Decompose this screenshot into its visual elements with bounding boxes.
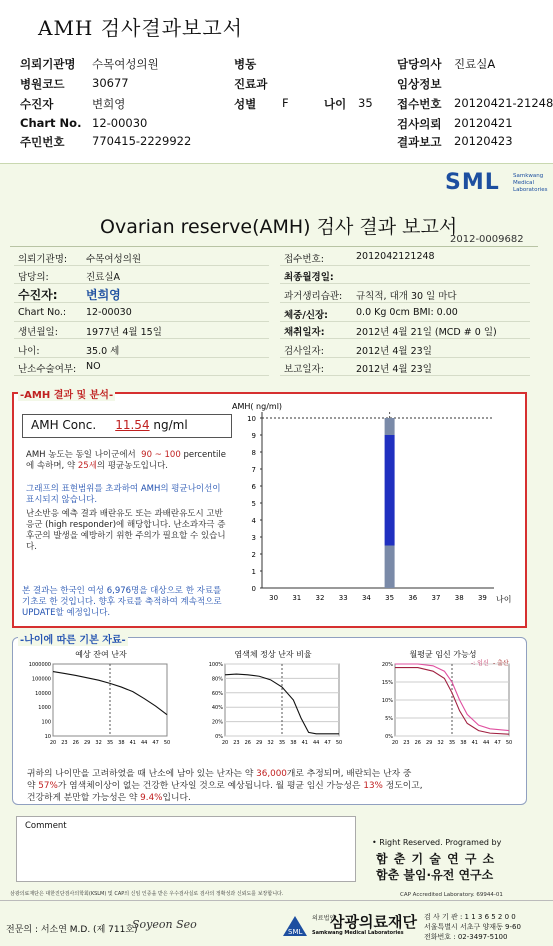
header-label: 수진자 [20, 97, 54, 111]
x-tick-label: 23 [233, 740, 240, 746]
header-value: 12-00030 [92, 116, 148, 130]
y-tick-label: 8 [251, 449, 256, 457]
x-tick-label: 32 [267, 740, 274, 746]
info-value: 35.0 세 [86, 346, 120, 357]
x-tick-label: 50 [505, 740, 513, 746]
amh-range-note: 그래프의 표현범위를 초과하여 AMH의 평균나이선이 표시되지 않습니다. [26, 484, 221, 505]
legend-item: -: 임신 [471, 660, 489, 667]
info-label: 채취일자: [284, 327, 325, 338]
y-tick-label: 5 [251, 500, 256, 508]
y-tick-label: 6 [251, 483, 256, 491]
x-tick-label: 36 [408, 594, 418, 602]
bar-segment-low [385, 546, 395, 589]
remaining-eggs-chart [21, 648, 181, 758]
sml-logo [445, 170, 548, 195]
normal-egg-ratio-chart [193, 648, 353, 758]
x-tick-label: 35 [278, 740, 286, 746]
y-tick-label: 10 [44, 734, 51, 740]
info-value: NO [86, 361, 101, 372]
header-label: Chart No. [20, 116, 82, 130]
y-tick-label: 80% [211, 676, 223, 683]
y-tick-label: 4 [251, 517, 256, 525]
info-value: 규칙적, 대개 30 일 마다 [356, 291, 457, 302]
y-axis-label: AMH( ng/ml) [232, 402, 283, 411]
legend-item: - 출산 [493, 660, 509, 667]
info-label: 보고일자: [284, 364, 324, 375]
info-value: 2012년 4월 23일 [356, 364, 432, 375]
y-tick-label: 60% [211, 690, 223, 697]
y-tick-label: 10000 [35, 690, 51, 697]
x-tick-label: 33 [338, 594, 348, 602]
mini-chart-title: 염색체 정상 난자 비율 [234, 650, 312, 659]
x-tick-label: 47 [324, 740, 331, 746]
basic-data-box [12, 637, 527, 805]
header-value: 20120423 [454, 134, 513, 148]
footer-signature: Soyeon Seo [132, 918, 197, 931]
header-label: 병동 [234, 57, 257, 71]
x-tick-label: 47 [152, 740, 159, 746]
x-tick-label: 47 [494, 740, 501, 746]
header-label: 나이 [324, 97, 347, 111]
y-tick-label: 1000 [38, 705, 51, 712]
y-tick-label: 40% [211, 705, 223, 712]
x-tick-label: 30 [269, 594, 279, 602]
x-tick-label: 35 [448, 740, 456, 746]
footer-org-small: 의료법인 [312, 915, 336, 922]
header-value: 수목여성의원 [92, 57, 159, 71]
header-value: 20120421 [454, 116, 513, 130]
header-value: 35 [358, 96, 373, 110]
info-label: 난소수술여부: [18, 364, 77, 375]
header-label: 주민번호 [20, 135, 65, 149]
x-tick-label: 34 [361, 594, 371, 602]
header-label: 의뢰기관명 [20, 57, 76, 71]
x-axis-label: 나이 [496, 595, 512, 604]
x-tick-label: 20 [391, 740, 399, 746]
logo-subtext: Samkwang Medical Laboratories [513, 173, 548, 193]
x-tick-label: 23 [61, 740, 68, 746]
info-value: 2012년 4월 21일 (MCD # 0 일) [356, 327, 497, 338]
y-tick-label: 3 [251, 534, 256, 542]
x-tick-label: 29 [84, 740, 91, 746]
page-title: AMH 검사결과보고서 [38, 16, 243, 40]
amh-data-note: 본 결과는 한국인 여성 6,976명을 대상으로 한 자료를 기초로 한 것입니다. 향후 자료를 축적하여 계속적으로 UPDATE할 예정입니다. [22, 586, 222, 618]
y-tick-label: 100000 [31, 676, 51, 683]
header-value: 20120421-21248 [454, 96, 553, 110]
amh-conc-value: 11.54 [115, 418, 150, 432]
mini-chart-title: 월평균 임신 가능성 [409, 650, 477, 659]
info-value: 12-00030 [86, 307, 132, 318]
pregnancy-chance-chart [363, 648, 523, 758]
y-tick-label: 20% [211, 719, 223, 726]
y-tick-label: 1 [251, 568, 256, 576]
y-tick-label: 1000000 [28, 662, 51, 668]
header-value: 770415-2229922 [92, 134, 192, 148]
header-label: 접수번호 [397, 97, 442, 111]
x-tick-label: 23 [403, 740, 410, 746]
header-label: 담당의사 [397, 57, 442, 71]
footer-doctor: 전문의 : 서소연 M.D. (제 711호) [6, 925, 138, 935]
amh-conc-label: AMH Conc. [31, 418, 97, 432]
info-label: 수진자: [18, 288, 58, 302]
info-label: 생년월일: [18, 327, 58, 338]
info-value: 수목여성의원 [86, 254, 142, 265]
amh-chart [232, 402, 522, 624]
info-label: 검사일자: [284, 346, 324, 357]
x-tick-label: 32 [315, 594, 325, 602]
y-tick-label: 0% [385, 734, 393, 740]
x-tick-label: 20 [221, 740, 229, 746]
x-tick-label: 44 [141, 740, 148, 746]
header-label: 검사의뢰 [397, 117, 442, 131]
x-tick-label: 50 [163, 740, 171, 746]
x-tick-label: 20 [49, 740, 57, 746]
x-tick-label: 35 [385, 594, 395, 602]
amh-analysis-box [12, 392, 527, 628]
header-value: 진료실A [454, 57, 496, 71]
info-value: 진료실A [86, 272, 121, 283]
info-label: 의뢰기관명: [18, 254, 68, 265]
info-label: 체중/신장: [284, 310, 328, 321]
x-tick-label: 44 [483, 740, 490, 746]
x-tick-label: 26 [414, 740, 421, 746]
info-value: 변희영 [86, 288, 121, 302]
x-tick-label: 38 [118, 740, 125, 746]
bar-segment-high [385, 418, 395, 435]
amh-conc-unit: ng/ml [153, 418, 188, 432]
y-tick-label: 5% [385, 716, 393, 722]
footer-cap: CAP Accredited Laboratory. 69944-01 [400, 892, 503, 898]
y-tick-label: 0 [251, 585, 256, 593]
x-tick-label: 41 [471, 740, 478, 746]
report-title: Ovarian reserve(AMH) 검사 결과 보고서 [100, 216, 458, 238]
logo-text: SML [445, 170, 500, 195]
y-tick-label: 7 [251, 466, 256, 474]
x-tick-label: 35 [106, 740, 114, 746]
y-tick-label: 100% [208, 662, 223, 668]
y-tick-label: 2 [251, 551, 256, 559]
header-label: 결과보고 [397, 135, 442, 149]
basic-section-title: -나이에 따른 기본 자료- [18, 631, 128, 646]
y-tick-label: 100 [41, 719, 51, 726]
mini-chart-title: 예상 잔여 난자 [75, 650, 127, 659]
footer-org: 삼광의료재단 [330, 913, 417, 931]
info-label: 담당의: [18, 272, 49, 283]
comment-label: Comment [25, 821, 67, 831]
org-logo-icon [280, 912, 310, 940]
info-label: 과거생리습관: [284, 291, 343, 302]
y-tick-label: 9 [251, 432, 256, 440]
svg-text:SML: SML [288, 928, 303, 936]
x-tick-label: 26 [244, 740, 251, 746]
x-tick-label: 31 [292, 594, 302, 602]
x-tick-label: 41 [129, 740, 136, 746]
x-tick-label: 38 [290, 740, 297, 746]
info-value: 2012년 4월 23일 [356, 346, 432, 357]
footer-org-en: Samkwang Medical Laboratories [312, 930, 404, 936]
header-label: 임상정보 [397, 77, 442, 91]
x-tick-label: 37 [431, 594, 441, 602]
amh-response-text: 난소반응 예측 결과 배란유도 또는 과배란유도시 고반응군 (high responder)에 해당합니다. 난소과자극 증후군의 발생을 예방하기 위한 주의가 필요할 수 있습니다. [26, 509, 226, 552]
info-label: 최종월경일: [284, 272, 334, 283]
info-value: 2012042121248 [356, 251, 435, 262]
footer-notice: 삼광의료재단은 대한진단검사의학회(KSLM) 및 CAP의 신임 인증을 받은 우수검사실로 검사의 정확성과 신뢰도를 보장합니다. [10, 891, 284, 897]
footer-address: 검 사 기 관 : 1 1 3 6 5 2 0 0 서울특별시 서초구 양재동 9-60 전화번호 : 02-3497-5100 [424, 913, 521, 941]
x-tick-label: 32 [437, 740, 444, 746]
x-tick-label: 50 [335, 740, 343, 746]
info-value: 1977년 4월 15일 [86, 327, 162, 338]
header-value: 30677 [92, 76, 129, 90]
footer-org-logo [280, 912, 310, 943]
header-value: 변희영 [92, 97, 126, 111]
info-label: 나이: [18, 346, 40, 357]
comment-box [16, 816, 356, 882]
header-label: 진료과 [234, 77, 268, 91]
x-tick-label: 41 [301, 740, 308, 746]
y-tick-label: 20% [381, 662, 393, 668]
x-tick-label: 26 [72, 740, 79, 746]
y-tick-label: 0% [215, 734, 223, 740]
report-number: 2012-0009682 [450, 234, 524, 245]
x-tick-label: 39 [477, 594, 487, 602]
info-value: 0.0 Kg 0cm BMI: 0.00 [356, 307, 458, 318]
basic-summary-text: 귀하의 나이만을 고려하였을 때 난소에 남아 있는 난자는 약 36,000개로 추정되며, 배란되는 난자 중 약 57%가 염색체이상이 없는 건강한 난자일 것으로 예상됩니다. 월 평균 임신 가능성은 13% 정도이고, 건강하게 분만할 가능성은 약 9.4%입니다. [27, 769, 423, 803]
x-tick-label: 29 [426, 740, 433, 746]
amh-section-title: -AMH 결과 및 분석- [18, 386, 115, 401]
header-label: 성별 [234, 97, 257, 111]
header-value: F [282, 96, 289, 110]
rights-lab: 함춘 불임·유전 연구소 [376, 868, 494, 882]
bar-segment-patient [385, 435, 395, 546]
header-label: 병원코드 [20, 77, 65, 91]
x-tick-label: 38 [454, 594, 464, 602]
x-tick-label: 38 [460, 740, 467, 746]
y-tick-label: 10 [247, 415, 256, 423]
rights-text: • Right Reserved. Programed by [372, 838, 502, 847]
amh-concentration-box [22, 414, 232, 438]
x-tick-label: 29 [256, 740, 263, 746]
info-label: 접수번호: [284, 254, 324, 265]
y-tick-label: 15% [381, 680, 393, 686]
y-tick-label: 10% [381, 698, 393, 704]
x-tick-label: 32 [95, 740, 102, 746]
amh-percentile-text: AMH 농도는 동일 나이군에서 90 ~ 100 percentile에 속하며, 약 25세의 평균농도입니다. [26, 450, 226, 471]
rights-institute: 함 춘 기 술 연 구 소 [376, 852, 496, 866]
info-label: Chart No.: [18, 307, 67, 318]
x-tick-label: 44 [313, 740, 320, 746]
